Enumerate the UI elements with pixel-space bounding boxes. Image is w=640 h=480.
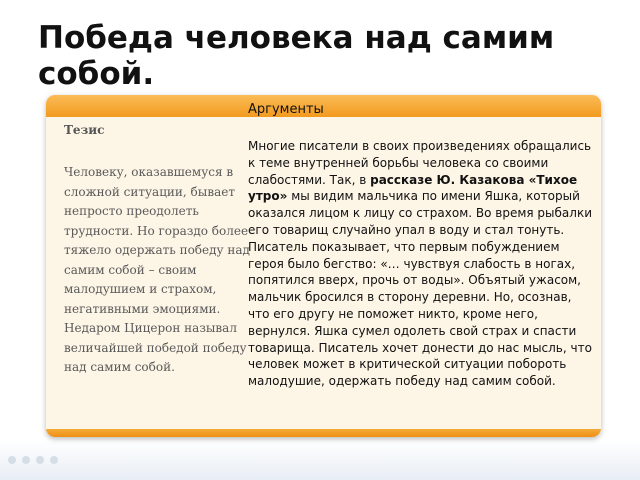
dot-icon: [22, 456, 30, 464]
dot-icon: [36, 456, 44, 464]
arguments-heading: Аргументы: [248, 102, 324, 117]
card-footer-bar: [46, 429, 601, 437]
arguments-rest: мы видим мальчика по имени Яшка, который оказался лицом к лицу со страхом. Во время рыбалки его товарищ случайно упал в воду и стал тонуть. Писатель показывает, что первым побуждением героя было бегство: «… чувствуя слабость в ногах, попятился вверх, прочь от воды». Объятый ужасом, мальчик бросился в сторону деревни. Но, осознав, что его другу не поможет никто, кроме него, вернулся. Яшка сумел одолеть свой страх и спасти товарища. Писатель хочет донести до нас мысль, что человек может в критической ситуации побороть малодушие, одержать победу над самим собой.: [248, 189, 592, 389]
thesis-text: Человеку, оказавшемуся в сложной ситуации, бывает непросто преодолеть трудности. Но гораздо более тяжело одержать победу над самим собой – своим малодушием и страхом, негативными эмоциями. Недаром Цицерон называл величайшей победой победу над самим собой.: [64, 165, 250, 374]
decorative-dots: [8, 449, 64, 468]
content-card: [46, 95, 601, 437]
arguments-text: [248, 138, 594, 390]
thesis-heading: Тезис: [64, 123, 105, 137]
slide-title: Победа человека над самим собой.: [38, 20, 555, 92]
arguments-intro: Многие писатели в своих произведениях обращались к теме внутренней борьбы человека со своими слабостями. Так, в: [248, 139, 592, 187]
dot-icon: [8, 456, 16, 464]
decorative-footer: [0, 440, 640, 480]
dot-icon: [50, 456, 58, 464]
arguments-source: рассказе Ю. Казакова «Тихое утро»: [248, 172, 578, 204]
